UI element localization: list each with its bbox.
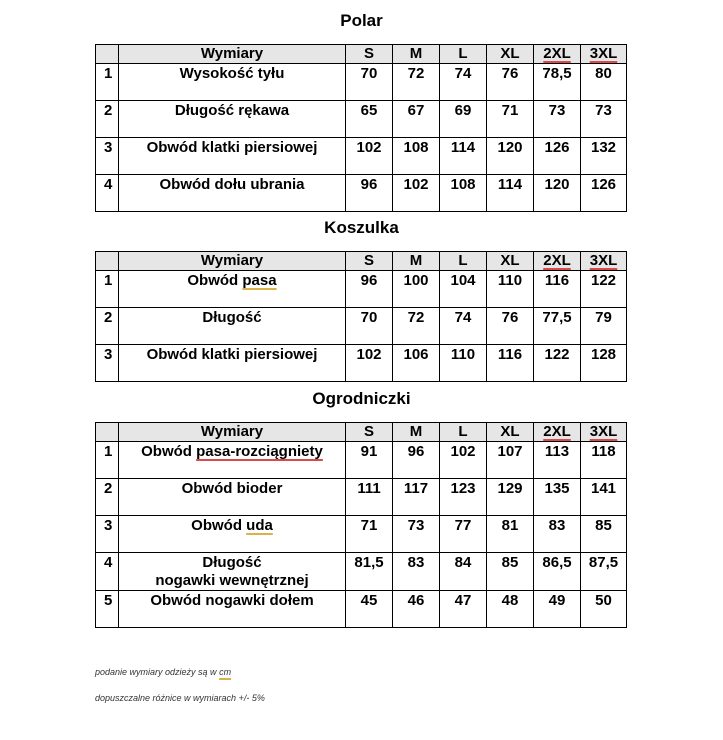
header-size-m: M (393, 252, 440, 271)
value-3xl: 87,5 (581, 553, 627, 591)
header-size-3xl: 3XL (581, 45, 627, 64)
value-l: 84 (440, 553, 487, 591)
header-size-2xl: 2XL (534, 423, 581, 442)
value-s: 96 (346, 175, 393, 212)
value-3xl: 80 (581, 64, 627, 101)
measurement-name: Obwód pasa-rozciągniety (119, 442, 346, 479)
row-number: 2 (96, 308, 119, 345)
value-3xl: 85 (581, 516, 627, 553)
measurement-name: Obwód klatki piersiowej (119, 345, 346, 382)
header-wymiary: Wymiary (119, 423, 346, 442)
value-l: 123 (440, 479, 487, 516)
header-wymiary: Wymiary (119, 45, 346, 64)
value-l: 114 (440, 138, 487, 175)
measurement-name: Obwód klatki piersiowej (119, 138, 346, 175)
value-l: 77 (440, 516, 487, 553)
value-s: 71 (346, 516, 393, 553)
value-xl: 81 (487, 516, 534, 553)
table-row (96, 271, 627, 308)
value-m: 46 (393, 591, 440, 628)
value-l: 104 (440, 271, 487, 308)
value-3xl: 73 (581, 101, 627, 138)
value-xl: 110 (487, 271, 534, 308)
header-size-s: S (346, 252, 393, 271)
table-header-row (96, 423, 627, 442)
value-2xl: 122 (534, 345, 581, 382)
value-xl: 76 (487, 308, 534, 345)
table-row (96, 345, 627, 382)
row-number: 3 (96, 516, 119, 553)
value-s: 70 (346, 64, 393, 101)
koszulka-size-table (95, 251, 627, 382)
value-m: 96 (393, 442, 440, 479)
value-l: 47 (440, 591, 487, 628)
value-xl: 76 (487, 64, 534, 101)
value-m: 106 (393, 345, 440, 382)
value-m: 72 (393, 308, 440, 345)
value-xl: 120 (487, 138, 534, 175)
value-s: 102 (346, 138, 393, 175)
value-2xl: 113 (534, 442, 581, 479)
row-number: 2 (96, 479, 119, 516)
koszulka-title: Koszulka (324, 218, 399, 237)
value-m: 117 (393, 479, 440, 516)
row-number: 1 (96, 442, 119, 479)
value-s: 65 (346, 101, 393, 138)
header-size-xl: XL (487, 252, 534, 271)
value-2xl: 83 (534, 516, 581, 553)
value-3xl: 79 (581, 308, 627, 345)
measurement-name: Długość rękawa (119, 101, 346, 138)
value-3xl: 122 (581, 271, 627, 308)
header-size-2xl: 2XL (534, 45, 581, 64)
value-2xl: 120 (534, 175, 581, 212)
value-2xl: 78,5 (534, 64, 581, 101)
value-2xl: 77,5 (534, 308, 581, 345)
value-3xl: 141 (581, 479, 627, 516)
value-m: 83 (393, 553, 440, 591)
value-m: 108 (393, 138, 440, 175)
value-2xl: 126 (534, 138, 581, 175)
measurement-name: Obwód nogawki dołem (119, 591, 346, 628)
row-number: 5 (96, 591, 119, 628)
value-2xl: 135 (534, 479, 581, 516)
table-row (96, 64, 627, 101)
header-size-s: S (346, 45, 393, 64)
value-xl: 71 (487, 101, 534, 138)
value-m: 73 (393, 516, 440, 553)
value-s: 45 (346, 591, 393, 628)
table-row (96, 591, 627, 628)
table-row (96, 553, 627, 591)
header-size-3xl: 3XL (581, 423, 627, 442)
row-number: 1 (96, 64, 119, 101)
value-2xl: 49 (534, 591, 581, 628)
value-l: 69 (440, 101, 487, 138)
value-m: 72 (393, 64, 440, 101)
value-3xl: 128 (581, 345, 627, 382)
value-m: 100 (393, 271, 440, 308)
table-row (96, 516, 627, 553)
table-row (96, 308, 627, 345)
value-xl: 107 (487, 442, 534, 479)
measurement-name: Obwód bioder (119, 479, 346, 516)
row-number: 4 (96, 553, 119, 591)
ogrodniczki-size-table (95, 422, 627, 628)
header-size-xl: XL (487, 423, 534, 442)
value-2xl: 73 (534, 101, 581, 138)
header-size-xl: XL (487, 45, 534, 64)
value-xl: 116 (487, 345, 534, 382)
measurement-name: Obwód dołu ubrania (119, 175, 346, 212)
header-size-2xl: 2XL (534, 252, 581, 271)
header-size-m: M (393, 423, 440, 442)
row-number: 3 (96, 345, 119, 382)
value-l: 74 (440, 308, 487, 345)
value-3xl: 132 (581, 138, 627, 175)
row-number: 1 (96, 271, 119, 308)
measurement-name: Długość (119, 308, 346, 345)
header-size-3xl: 3XL (581, 252, 627, 271)
tolerance-note: dopuszczalne różnice w wymiarach +/- 5% (95, 693, 265, 703)
value-s: 96 (346, 271, 393, 308)
value-s: 81,5 (346, 553, 393, 591)
value-xl: 85 (487, 553, 534, 591)
units-note: podanie wymiary odzieży są w cm (95, 667, 232, 677)
measurement-name: Wysokość tyłu (119, 64, 346, 101)
row-number: 2 (96, 101, 119, 138)
value-s: 102 (346, 345, 393, 382)
value-s: 111 (346, 479, 393, 516)
value-xl: 114 (487, 175, 534, 212)
value-s: 70 (346, 308, 393, 345)
value-xl: 48 (487, 591, 534, 628)
header-size-s: S (346, 423, 393, 442)
header-wymiary: Wymiary (119, 252, 346, 271)
value-3xl: 126 (581, 175, 627, 212)
row-number: 4 (96, 175, 119, 212)
value-2xl: 116 (534, 271, 581, 308)
header-size-l: L (440, 423, 487, 442)
table-row (96, 175, 627, 212)
table-header-row (96, 252, 627, 271)
table-row (96, 138, 627, 175)
header-size-m: M (393, 45, 440, 64)
header-size-l: L (440, 45, 487, 64)
measurement-name: Obwód pasa (119, 271, 346, 308)
value-3xl: 118 (581, 442, 627, 479)
table-header-row (96, 45, 627, 64)
polar-title: Polar (340, 11, 383, 30)
value-s: 91 (346, 442, 393, 479)
value-xl: 129 (487, 479, 534, 516)
polar-size-table (95, 44, 627, 212)
value-2xl: 86,5 (534, 553, 581, 591)
value-m: 102 (393, 175, 440, 212)
row-number: 3 (96, 138, 119, 175)
ogrodniczki-title: Ogrodniczki (312, 389, 411, 408)
header-size-l: L (440, 252, 487, 271)
value-m: 67 (393, 101, 440, 138)
value-l: 102 (440, 442, 487, 479)
value-l: 74 (440, 64, 487, 101)
table-row (96, 479, 627, 516)
value-l: 110 (440, 345, 487, 382)
measurement-name: Obwód uda (119, 516, 346, 553)
value-3xl: 50 (581, 591, 627, 628)
value-l: 108 (440, 175, 487, 212)
table-row (96, 101, 627, 138)
measurement-name: Długość nogawki wewnętrznej (119, 553, 346, 591)
table-row (96, 442, 627, 479)
